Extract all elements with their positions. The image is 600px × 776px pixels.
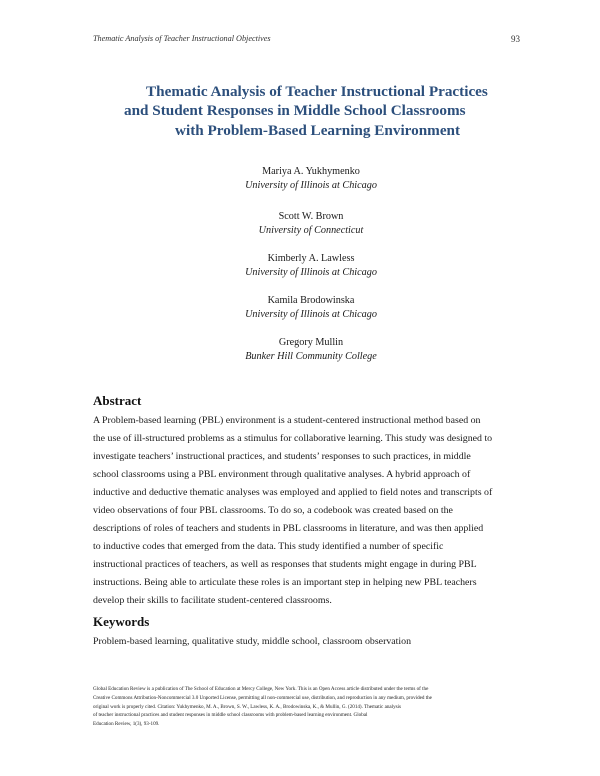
running-title: Thematic Analysis of Teacher Instructional Objectives bbox=[93, 34, 271, 43]
author-affiliation: Bunker Hill Community College bbox=[245, 351, 377, 362]
title-line: with Problem-Based Learning Environment bbox=[175, 122, 461, 139]
author-name: Gregory Mullin bbox=[278, 337, 344, 348]
footnote bbox=[93, 685, 523, 729]
title-line: and Student Responses in Middle School Classrooms bbox=[124, 102, 466, 119]
author-affiliation: University of Illinois at Chicago bbox=[245, 180, 377, 191]
abstract-line: investigate teachers’ instructional practices, and students’ responses to such practices, in middle bbox=[93, 451, 471, 462]
title-line: Thematic Analysis of Teacher Instructional Practices bbox=[146, 83, 488, 100]
abstract-line: A Problem-based learning (PBL) environment is a student-centered instructional method based on bbox=[93, 415, 481, 426]
keywords-heading: Keywords bbox=[93, 614, 150, 629]
author-name: Mariya A. Yukhymenko bbox=[262, 166, 360, 177]
abstract-line: instructions. Being able to articulate these roles is an important step in helping new PBL teachers bbox=[93, 577, 477, 588]
page-number: 93 bbox=[511, 34, 520, 44]
author-name: Scott W. Brown bbox=[278, 211, 344, 222]
abstract-line: video observations of four PBL classrooms. To do so, a codebook was created based on the bbox=[93, 505, 453, 516]
footnote-line: Education Review, 1(3), 93-109. bbox=[93, 721, 160, 728]
author-block bbox=[0, 165, 600, 193]
abstract-heading: Abstract bbox=[93, 393, 142, 408]
abstract-line: inductive and deductive thematic analyses was employed and applied to field notes and transcripts of bbox=[93, 487, 493, 498]
author-name: Kimberly A. Lawless bbox=[267, 253, 355, 264]
abstract-line: instructional practices of teachers, as well as responses that students might engage in during PBL bbox=[93, 559, 477, 570]
author-affiliation: University of Connecticut bbox=[258, 225, 364, 236]
abstract-line: descriptions of roles of teachers and students in PBL classrooms in literature, and was then applied bbox=[93, 523, 484, 534]
author-affiliation: University of Illinois at Chicago bbox=[245, 267, 377, 278]
abstract-line: school classrooms using a PBL environment through qualitative analyses. A hybrid approach of bbox=[93, 469, 471, 480]
abstract-line: the use of ill-structured problems as a stimulus for collaborative learning. This study was designed to bbox=[93, 433, 493, 444]
footnote-line: original work is properly cited. Citation: Yukhymenko, M. A., Brown, S. W., Lawless, K. A., Brodowinska, K., & Mullin, G. (2014). Thematic analysis bbox=[93, 703, 402, 710]
abstract-line: to inductive codes that emerged from the data. This study identified a number of specific bbox=[93, 541, 444, 552]
author-block bbox=[0, 294, 600, 322]
footnote-line: Global Education Review is a publication of The School of Education at Mercy College, New York. This is an Open Access article distributed under the terms of the bbox=[93, 686, 429, 692]
author-affiliation: University of Illinois at Chicago bbox=[245, 309, 377, 320]
abstract-line: develop their skills to facilitate student-centered classrooms. bbox=[93, 595, 332, 606]
keywords-body: Problem-based learning, qualitative study, middle school, classroom observation bbox=[93, 636, 412, 647]
footnote-line: of teacher instructional practices and student responses in middle school classrooms with problem-based learning environment. Global bbox=[93, 712, 368, 719]
author-block bbox=[0, 252, 600, 280]
footnote-line: Creative Commons Attribution-Noncommercial 3.0 Unported License, permitting all non-commercial use, distribution, and reproduction in any medium, provided the bbox=[93, 694, 432, 701]
author-name: Kamila Brodowinska bbox=[267, 295, 355, 306]
author-block bbox=[0, 210, 600, 238]
author-block bbox=[0, 336, 600, 364]
abstract-body bbox=[93, 412, 523, 610]
